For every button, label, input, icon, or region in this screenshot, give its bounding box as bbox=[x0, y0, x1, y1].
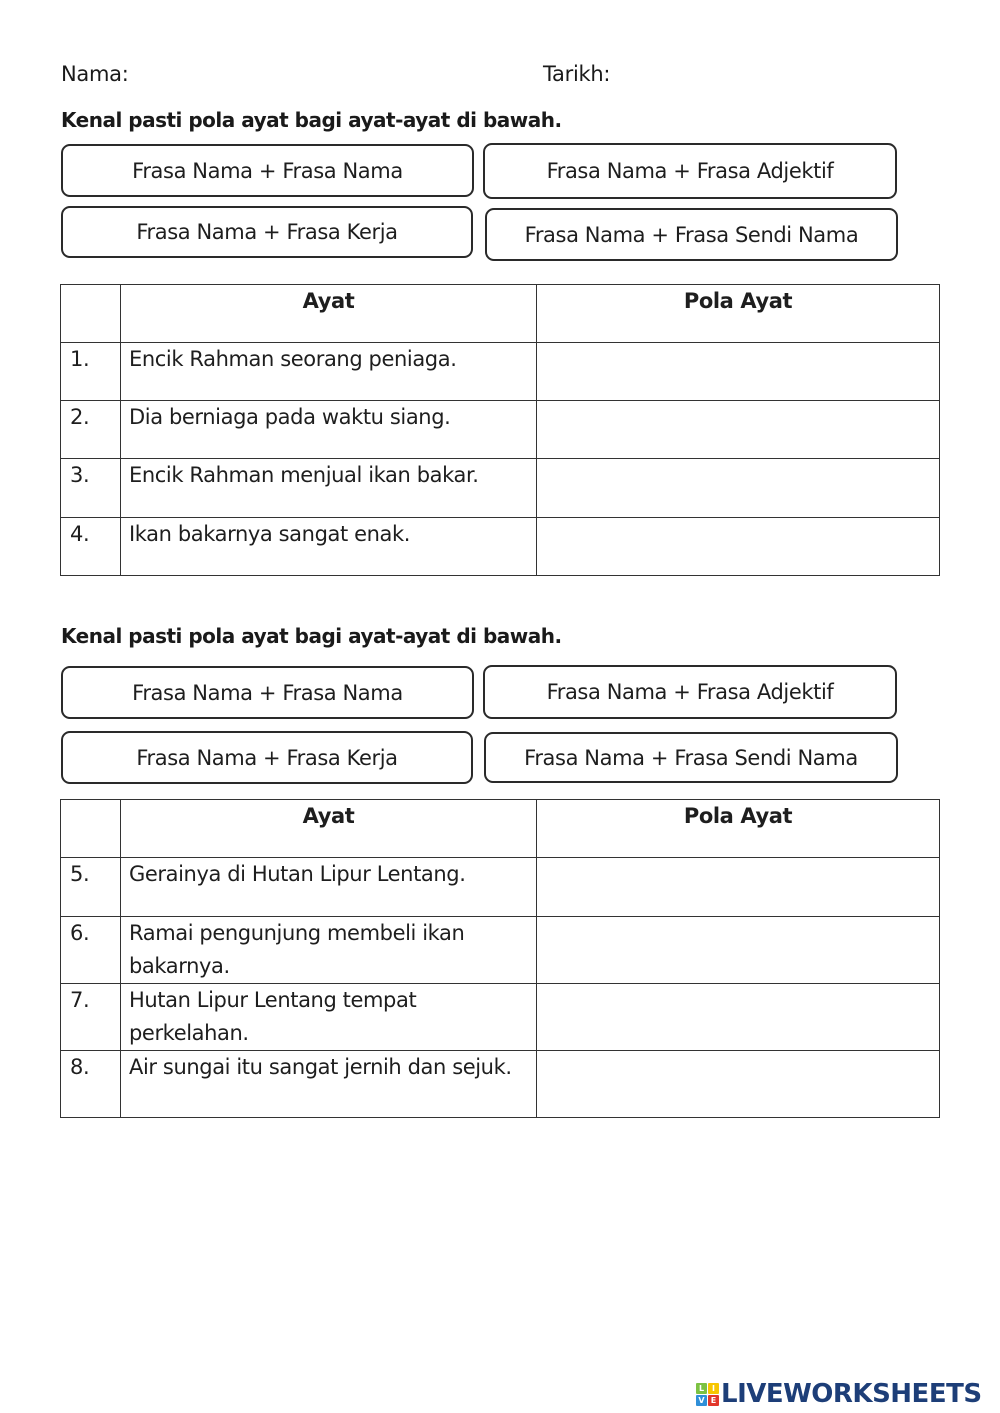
answer-table-2 bbox=[60, 799, 940, 1118]
table-row bbox=[61, 459, 940, 518]
header-ayat: Ayat bbox=[121, 800, 537, 858]
table-row bbox=[61, 858, 940, 917]
header-pola: Pola Ayat bbox=[537, 285, 940, 343]
row-number: 1. bbox=[61, 343, 121, 401]
option-label: Frasa Nama + Frasa Kerja bbox=[136, 220, 398, 244]
sentence-cell: Dia berniaga pada waktu siang. bbox=[121, 401, 537, 459]
row-number: 5. bbox=[61, 858, 121, 917]
option-fn-fsn-2[interactable] bbox=[484, 732, 898, 783]
table-header-row bbox=[61, 285, 940, 343]
header-pola: Pola Ayat bbox=[537, 800, 940, 858]
sentence-cell: Encik Rahman menjual ikan bakar. bbox=[121, 459, 537, 518]
instruction-1: Kenal pasti pola ayat bagi ayat-ayat di bawah. bbox=[61, 108, 562, 132]
header-num bbox=[61, 800, 121, 858]
row-number: 6. bbox=[61, 917, 121, 984]
sentence-cell: Encik Rahman seorang peniaga. bbox=[121, 343, 537, 401]
row-number: 2. bbox=[61, 401, 121, 459]
pola-answer-cell[interactable] bbox=[537, 858, 940, 917]
header-ayat: Ayat bbox=[121, 285, 537, 343]
row-number: 4. bbox=[61, 518, 121, 576]
table-row bbox=[61, 343, 940, 401]
option-fn-fk-2[interactable] bbox=[61, 731, 473, 784]
date-label: Tarikh: bbox=[543, 62, 611, 86]
pola-answer-cell[interactable] bbox=[537, 459, 940, 518]
option-label: Frasa Nama + Frasa Sendi Nama bbox=[524, 222, 859, 247]
sentence-cell: Ramai pengunjung membeli ikan bakarnya. bbox=[121, 917, 537, 984]
option-fn-fa-1[interactable] bbox=[483, 143, 897, 199]
logo-text: LIVEWORKSHEETS bbox=[721, 1379, 982, 1409]
pola-answer-cell[interactable] bbox=[537, 401, 940, 459]
option-fn-fk-1[interactable] bbox=[61, 206, 473, 258]
pola-answer-cell[interactable] bbox=[537, 984, 940, 1051]
logo-letter-e: E bbox=[708, 1395, 719, 1406]
table-row bbox=[61, 1051, 940, 1118]
table-row bbox=[61, 917, 940, 984]
option-label: Frasa Nama + Frasa Kerja bbox=[136, 745, 398, 770]
liveworksheets-logo bbox=[696, 1379, 982, 1409]
option-fn-fn-1[interactable] bbox=[61, 144, 474, 197]
option-label: Frasa Nama + Frasa Adjektif bbox=[546, 159, 834, 183]
instruction-2: Kenal pasti pola ayat bagi ayat-ayat di bawah. bbox=[61, 624, 562, 648]
pola-answer-cell[interactable] bbox=[537, 917, 940, 984]
option-label: Frasa Nama + Frasa Nama bbox=[132, 158, 403, 183]
option-label: Frasa Nama + Frasa Sendi Nama bbox=[524, 745, 858, 770]
pola-answer-cell[interactable] bbox=[537, 518, 940, 576]
table-row bbox=[61, 401, 940, 459]
sentence-cell: Gerainya di Hutan Lipur Lentang. bbox=[121, 858, 537, 917]
sentence-cell: Ikan bakarnya sangat enak. bbox=[121, 518, 537, 576]
pola-answer-cell[interactable] bbox=[537, 1051, 940, 1118]
option-label: Frasa Nama + Frasa Nama bbox=[132, 680, 403, 705]
option-fn-fa-2[interactable] bbox=[483, 665, 897, 719]
option-label: Frasa Nama + Frasa Adjektif bbox=[546, 680, 834, 704]
row-number: 7. bbox=[61, 984, 121, 1051]
table-row bbox=[61, 518, 940, 576]
answer-table-1 bbox=[60, 284, 940, 576]
logo-letter-v: V bbox=[696, 1395, 707, 1406]
row-number: 3. bbox=[61, 459, 121, 518]
row-number: 8. bbox=[61, 1051, 121, 1118]
sentence-cell: Air sungai itu sangat jernih dan sejuk. bbox=[121, 1051, 537, 1118]
liveworksheets-logo-icon bbox=[696, 1383, 719, 1406]
option-fn-fn-2[interactable] bbox=[61, 666, 474, 719]
logo-letter-i: I bbox=[708, 1383, 719, 1394]
logo-letter-l: L bbox=[696, 1383, 707, 1394]
table-row bbox=[61, 984, 940, 1051]
table-header-row bbox=[61, 800, 940, 858]
option-fn-fsn-1[interactable] bbox=[485, 208, 898, 261]
header-num bbox=[61, 285, 121, 343]
pola-answer-cell[interactable] bbox=[537, 343, 940, 401]
name-label: Nama: bbox=[61, 62, 129, 86]
sentence-cell: Hutan Lipur Lentang tempat perkelahan. bbox=[121, 984, 537, 1051]
